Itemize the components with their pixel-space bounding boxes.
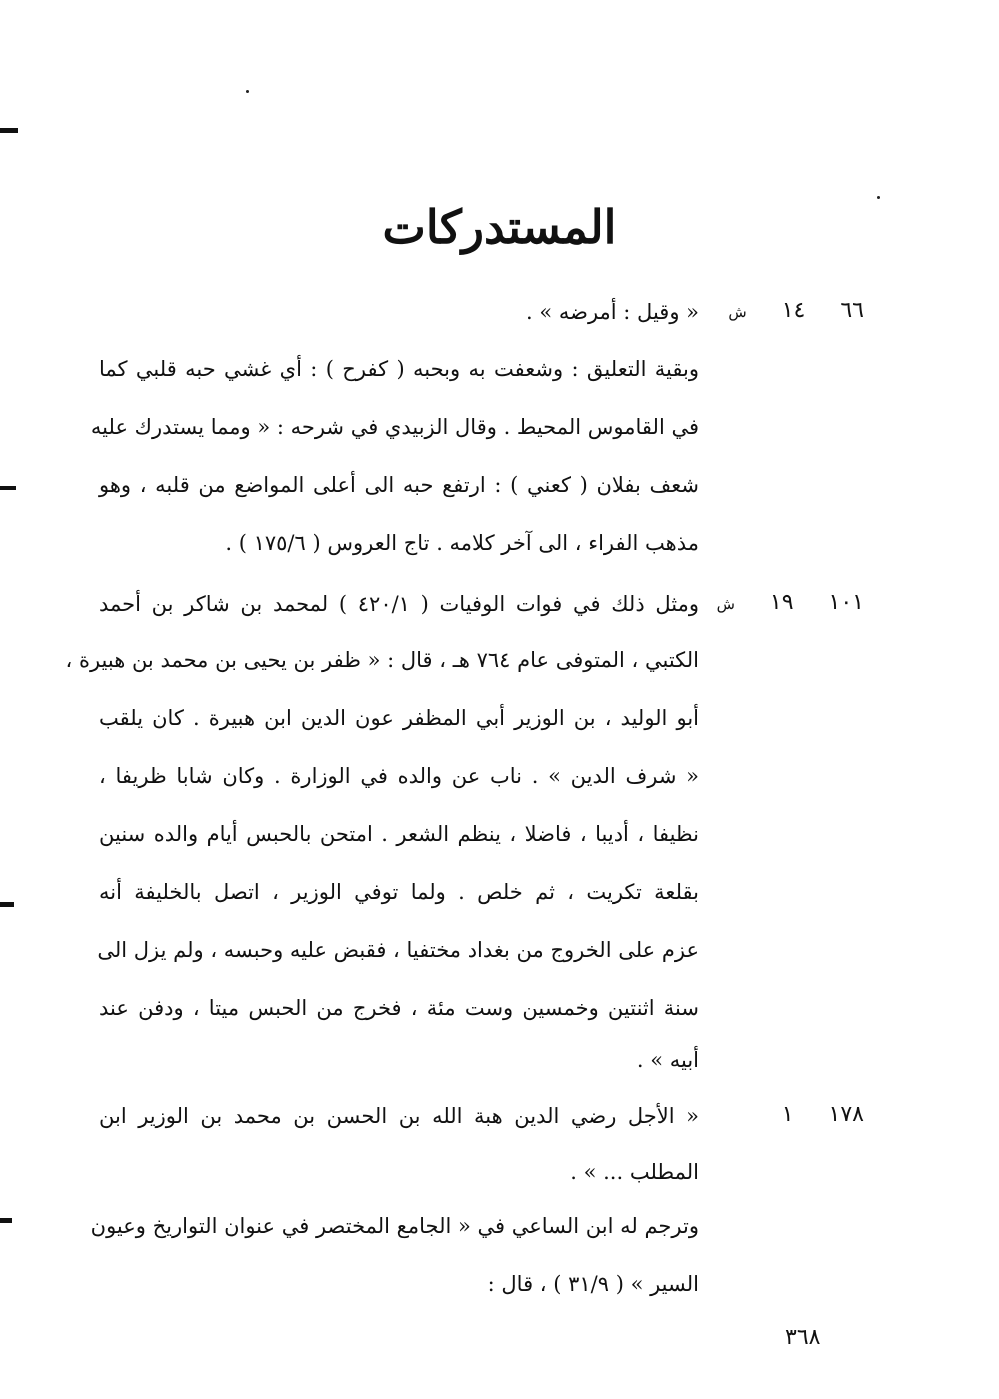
speck-mark <box>877 196 880 199</box>
text-line: في القاموس المحيط . وقال الزبيدي في شرحه : « ومما يستدرك عليه <box>90 415 699 439</box>
ref-side-marker: ش <box>728 303 747 321</box>
ref-page-number: ١٧٨ <box>828 1102 864 1127</box>
entry-reference <box>689 590 864 615</box>
text-line: ومثل ذلك في فوات الوفيات ( ٤٢٠/١ ) لمحمد بن شاكر بن أحمد <box>99 592 699 616</box>
speck-mark <box>246 90 249 93</box>
margin-mark <box>0 902 14 907</box>
text-line: المطلب ... » . <box>570 1160 699 1184</box>
ref-side-marker: ش <box>716 595 735 613</box>
ref-line-number: ١٩ <box>769 590 794 615</box>
text-line: نظيفا ، أديبا ، فاضلا ، ينظم الشعر . امتحن بالحبس أيام والده سنين <box>99 822 699 846</box>
text-line: أبيه » . <box>636 1048 699 1072</box>
margin-mark <box>0 1218 12 1223</box>
text-line: « وقيل : أمرضه » . <box>525 300 699 324</box>
text-line: الكتبي ، المتوفى عام ٧٦٤ هـ ، قال : « ظفر بن يحيى بن محمد بن هبيرة ، <box>65 648 699 672</box>
ref-page-number: ٦٦ <box>840 298 864 323</box>
text-line: سنة اثنتين وخمسين وست مئة ، فخرج من الحبس ميتا ، ودفن عند <box>99 996 699 1020</box>
text-line: وترجم له ابن الساعي في « الجامع المختصر في عنوان التواريخ وعيون <box>90 1214 699 1238</box>
text-line: أبو الوليد ، بن الوزير أبي المظفر عون الدين ابن هبيرة . كان يلقب <box>99 706 699 730</box>
text-line: « شرف الدين » . ناب عن والده في الوزارة . وكان شابا ظريفا ، <box>99 764 699 788</box>
margin-mark <box>0 128 18 133</box>
page-number: ٣٦٨ <box>785 1325 821 1350</box>
ref-page-number: ١٠١ <box>828 590 864 615</box>
text-line: وبقية التعليق : وشعفت به وبحبه ( كفرح ) : أي غشي حبه قلبي كما <box>99 357 699 381</box>
text-line: « الأجل رضي الدين هبة الله بن الحسن بن محمد بن الوزير ابن <box>99 1104 699 1128</box>
entry-reference <box>754 1102 864 1127</box>
text-line: شعف بفلان ( كعني ) : ارتفع حبه الى أعلى المواضع من قلبه ، وهو <box>99 473 699 497</box>
ref-line-number: ١٤ <box>781 298 806 323</box>
text-line: السير » ( ٣١/٩ ) ، قال : <box>487 1272 699 1296</box>
text-line: مذهب الفراء ، الى آخر كلامه . تاج العروس ( ١٧٥/٦ ) . <box>225 531 699 555</box>
text-line: بقلعة تكريت ، ثم خلص . ولما توفي الوزير ، اتصل بالخليفة أنه <box>99 880 699 904</box>
ref-line-number: ١ <box>781 1102 794 1127</box>
entry-reference <box>700 298 864 323</box>
page-title: المستدركات <box>382 200 617 254</box>
text-line: عزم على الخروج من بغداد مختفيا ، فقبض عليه وحبسه ، ولم يزل الى <box>97 938 699 962</box>
margin-mark <box>0 486 16 490</box>
